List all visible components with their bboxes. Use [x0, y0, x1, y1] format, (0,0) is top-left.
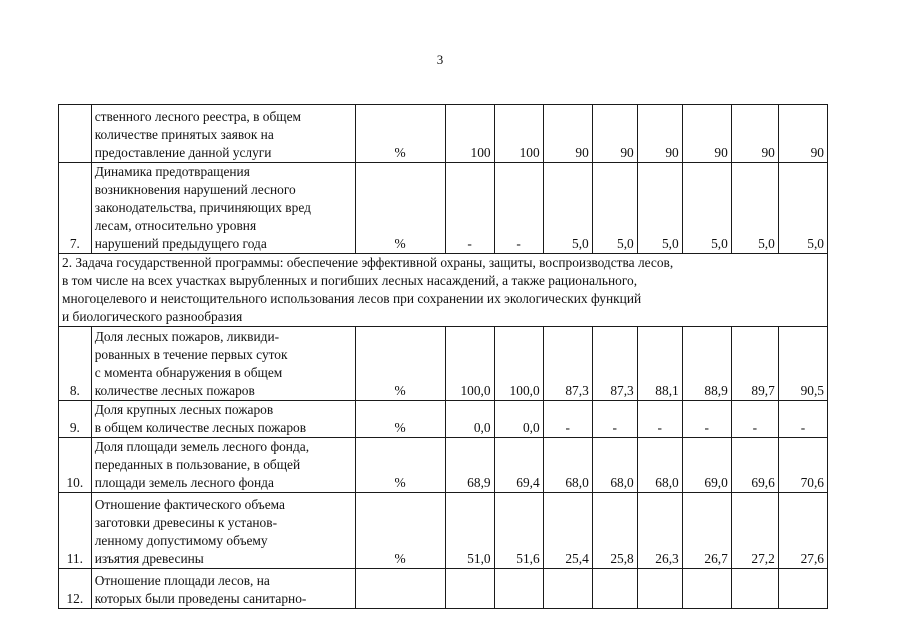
value-cell: 25,8: [592, 493, 637, 569]
value-cell: 5,0: [592, 163, 637, 254]
value-cell: 5,0: [637, 163, 682, 254]
value-cell: 5,0: [682, 163, 731, 254]
value-cell: 88,9: [682, 327, 731, 401]
value-cell: 26,3: [637, 493, 682, 569]
unit-cell: %: [355, 105, 445, 163]
value-cell: -: [494, 163, 543, 254]
value-cell: [592, 569, 637, 609]
value-cell: -: [682, 401, 731, 438]
value-cell: [731, 569, 778, 609]
indicators-table-body: [59, 105, 828, 609]
table-row: [59, 493, 828, 569]
unit-cell: %: [355, 163, 445, 254]
value-cell: 100,0: [494, 327, 543, 401]
indicator-name: [91, 493, 355, 569]
indicator-name: [91, 105, 355, 163]
indicator-name: [91, 438, 355, 493]
indicator-name-line: количестве лесных пожаров: [94, 383, 255, 398]
table-row: [59, 105, 828, 163]
indicator-name-line: лесам, относительно уровня: [94, 218, 257, 233]
value-cell: 87,3: [592, 327, 637, 401]
value-cell: [445, 569, 494, 609]
value-cell: 69,6: [731, 438, 778, 493]
indicator-name: [91, 163, 355, 254]
value-cell: 68,0: [592, 438, 637, 493]
indicator-name-line: рованных в течение первых суток: [94, 347, 288, 362]
value-cell: 88,1: [637, 327, 682, 401]
value-cell: 90: [543, 105, 592, 163]
indicator-name-line: в общем количестве лесных пожаров: [94, 420, 307, 435]
table-row: [59, 163, 828, 254]
task-text-line: многоцелевого и неистощительного использования лесов при сохранении их экологических функций: [62, 291, 642, 306]
value-cell: 90: [682, 105, 731, 163]
value-cell: -: [592, 401, 637, 438]
task-text-line: и биологического разнообразия: [62, 309, 243, 324]
value-cell: 51,6: [494, 493, 543, 569]
value-cell: 100: [445, 105, 494, 163]
indicator-name: [91, 327, 355, 401]
indicator-name-line: законодательства, причиняющих вред: [94, 200, 311, 215]
value-cell: 5,0: [731, 163, 778, 254]
value-cell: 27,2: [731, 493, 778, 569]
value-cell: -: [778, 401, 827, 438]
table-row: [59, 401, 828, 438]
value-cell: [778, 569, 827, 609]
indicator-name-line: возникновения нарушений лесного: [94, 182, 296, 197]
unit-cell: %: [355, 401, 445, 438]
indicator-name-line: ленному допустимому объему: [94, 533, 268, 548]
value-cell: -: [543, 401, 592, 438]
row-number: 9.: [59, 401, 92, 438]
value-cell: 100,0: [445, 327, 494, 401]
value-cell: 68,0: [637, 438, 682, 493]
value-cell: [543, 569, 592, 609]
row-number: 11.: [59, 493, 92, 569]
table-row: [59, 327, 828, 401]
row-number: 10.: [59, 438, 92, 493]
value-cell: 68,9: [445, 438, 494, 493]
indicator-name-line: Отношение площади лесов, на: [94, 573, 270, 588]
unit-cell: %: [355, 438, 445, 493]
value-cell: 89,7: [731, 327, 778, 401]
row-number: [59, 105, 92, 163]
indicator-name-line: нарушений предыдущего года: [94, 236, 267, 251]
task-row: [59, 254, 828, 327]
unit-cell: %: [355, 493, 445, 569]
value-cell: 90: [731, 105, 778, 163]
indicator-name-line: площади земель лесного фонда: [94, 475, 274, 490]
page-number: 3: [436, 52, 444, 67]
value-cell: 69,0: [682, 438, 731, 493]
value-cell: [637, 569, 682, 609]
row-number: 8.: [59, 327, 92, 401]
value-cell: 26,7: [682, 493, 731, 569]
value-cell: 87,3: [543, 327, 592, 401]
indicator-name-line: переданных в пользование, в общей: [94, 457, 301, 472]
value-cell: 51,0: [445, 493, 494, 569]
indicator-name-line: Доля площади земель лесного фонда,: [94, 439, 310, 454]
indicator-name-line: Доля лесных пожаров, ликвиди-: [94, 329, 280, 344]
indicator-name-line: количестве принятых заявок на: [94, 127, 274, 142]
value-cell: -: [637, 401, 682, 438]
value-cell: 0,0: [494, 401, 543, 438]
table-row: [59, 569, 828, 609]
value-cell: 69,4: [494, 438, 543, 493]
value-cell: 0,0: [445, 401, 494, 438]
value-cell: 5,0: [778, 163, 827, 254]
indicator-name-line: Доля крупных лесных пожаров: [94, 402, 274, 417]
unit-cell: %: [355, 327, 445, 401]
value-cell: 90,5: [778, 327, 827, 401]
task-text-line: 2. Задача государственной программы: обеспечение эффективной охраны, защиты, воспроизводства лесов,: [62, 255, 674, 270]
indicator-name-line: которых были проведены санитарно-: [94, 591, 307, 606]
indicator-name-line: с момента обнаружения в общем: [94, 365, 283, 380]
value-cell: 90: [592, 105, 637, 163]
value-cell: 68,0: [543, 438, 592, 493]
value-cell: 100: [494, 105, 543, 163]
indicator-name-line: Динамика предотвращения: [94, 164, 250, 179]
table-row: [59, 438, 828, 493]
value-cell: 25,4: [543, 493, 592, 569]
task-description: [59, 254, 828, 327]
value-cell: -: [445, 163, 494, 254]
value-cell: 27,6: [778, 493, 827, 569]
task-text-line: в том числе на всех участках вырубленных и погибших лесных насаждений, а также рационального,: [62, 273, 638, 288]
value-cell: -: [731, 401, 778, 438]
indicator-name: [91, 569, 355, 609]
value-cell: 70,6: [778, 438, 827, 493]
indicator-name-line: предоставление данной услуги: [94, 145, 272, 160]
unit-cell: [355, 569, 445, 609]
indicator-name: [91, 401, 355, 438]
value-cell: [682, 569, 731, 609]
indicator-name-line: Отношение фактического объема: [94, 497, 285, 512]
indicator-name-line: изъятия древесины: [94, 551, 204, 566]
value-cell: 5,0: [543, 163, 592, 254]
value-cell: 90: [637, 105, 682, 163]
row-number: 7.: [59, 163, 92, 254]
indicator-name-line: ственного лесного реестра, в общем: [94, 109, 302, 124]
indicator-name-line: заготовки древесины к установ-: [94, 515, 278, 530]
indicators-table: [58, 104, 828, 609]
value-cell: [494, 569, 543, 609]
value-cell: 90: [778, 105, 827, 163]
row-number: 12.: [59, 569, 92, 609]
